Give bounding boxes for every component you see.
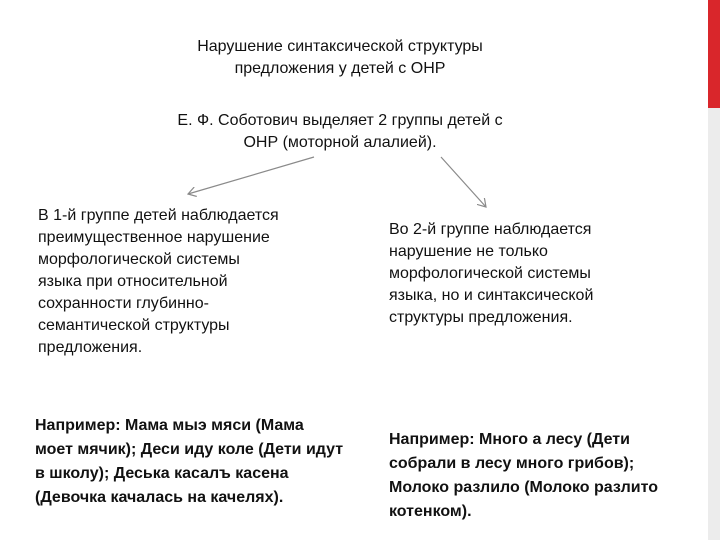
intro-statement: Е. Ф. Соботович выделяет 2 группы детей с ОНР (моторной алалией). <box>177 112 503 151</box>
arrow-to-first-group <box>188 157 314 194</box>
slide-title: Нарушение синтаксической структуры предложения у детей с ОНР <box>197 38 483 77</box>
second-group-description: Во 2-й группе наблюдается нарушение не только морфологической системы языка, но и синтаксической структуры предложения. <box>389 221 594 326</box>
arrow-to-second-group <box>441 157 486 207</box>
second-group-example: Например: Много а лесу (Дети собрали в лесу много грибов); Молоко разлило (Молоко разлито котенком). <box>389 431 659 520</box>
first-group-description: В 1-й группе детей наблюдается преимущественное нарушение морфологической системы языка при относительной сохранности глубинно-семантической структуры предложения. <box>38 207 279 356</box>
first-group-example: Например: Мама мыэ мяси (Мама моет мячик); Деси иду коле (Дети идут в школу); Деська касалъ касена (Девочка качалась на качелях). <box>35 417 344 506</box>
